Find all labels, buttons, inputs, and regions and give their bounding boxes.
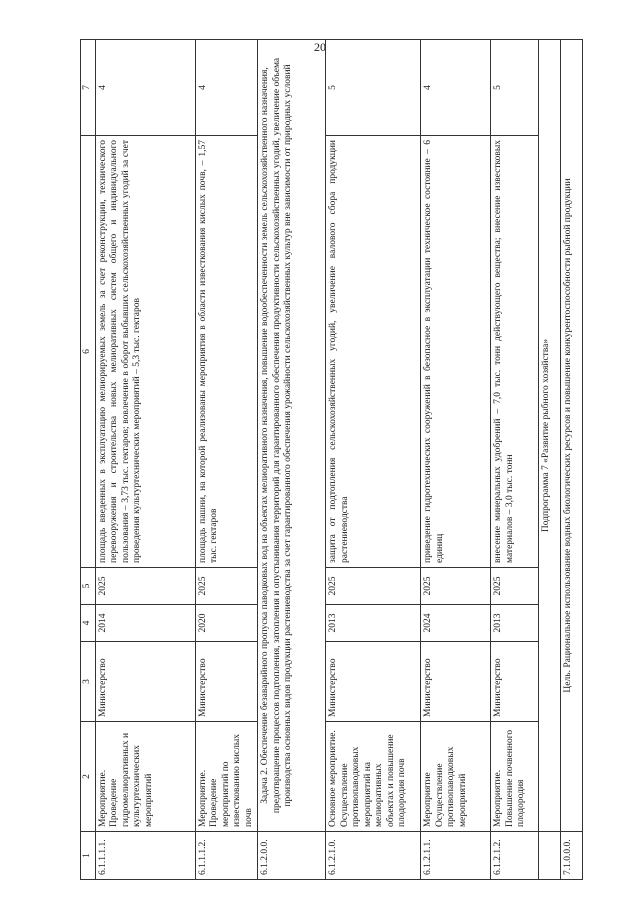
row-start-year: 2013 [491,605,539,642]
row-result: внесение минеральных удобрений – 7,0 тыс. тонн действующего вещества; внесение известковых материалов – 3,0 тыс. тонн [491,136,539,568]
row-executor: Министерство [195,642,258,722]
row-link: 4 [421,40,491,136]
row-link: 5 [326,40,421,136]
column-number: 7 [81,40,96,136]
column-number: 5 [81,568,96,605]
row-start-year: 2014 [95,605,195,642]
column-number-row [81,40,96,880]
row-executor: Министерство [95,642,195,722]
row-name: Мероприятие Осуществление противопаводковых мероприятий [421,722,491,832]
row-end-year: 2025 [491,568,539,605]
row-link: 4 [95,40,195,136]
task-text: Задача 2. Обеспечение безаварийного пропуска паводковых вод на объектах мелиоративного назначения, повышение водообеспеченности земель сельскохозяйственного назначения, предотвращение процессов подтопления, затопления и опустынивания территорий для гарантированного обеспечения продуктивности сельскохозяйственных угодий, увеличение объема производства основных видов продукции растениеводства за счет гарантированного обеспечения урожайности сельскохозяйственных культур вне зависимости от природных условий [258,40,326,832]
column-number: 1 [81,832,96,880]
goal-row [561,40,583,880]
row-name: Мероприятие. Проведение гидромелиоративных и культуртехнических мероприятий [95,722,195,832]
row-name: Мероприятие. Повышение почвенного плодородия [491,722,539,832]
row-end-year: 2025 [95,568,195,605]
table-row [95,40,195,880]
table-row [326,40,421,880]
row-executor: Министерство [421,642,491,722]
row-result: площадь пашни, на которой реализованы мероприятия в области известкования кислых почв, – 1,57 тыс. гектаров [195,136,258,568]
row-end-year: 2025 [195,568,258,605]
column-number: 6 [81,136,96,568]
row-result: защита от подтопления сельскохозяйственных угодий, увеличение валового сбора продукции растениеводства [326,136,421,568]
row-link: 5 [491,40,539,136]
table-row [491,40,539,880]
row-code: 6.1.2.1.1. [421,832,491,880]
row-code: 6.1.2.1.2. [491,832,539,880]
table-row [421,40,491,880]
row-code: 6.1.1.1.2. [195,832,258,880]
column-number: 2 [81,722,96,832]
row-code: 6.1.2.1.0. [326,832,421,880]
goal-text: Цель. Рациональное использование водных биологических ресурсов и повышение конкурентоспособности рыбной продукции [561,40,583,832]
row-start-year: 2013 [326,605,421,642]
page-number: 20 [314,40,326,54]
row-start-year: 2024 [421,605,491,642]
row-name: Мероприятие. Проведение мероприятий по известкованию кислых почв [195,722,258,832]
subprogram-row [539,40,561,880]
goal-code: 7.1.0.0.0. [561,832,583,880]
program-table [80,39,583,880]
column-number: 3 [81,642,96,722]
table-row [195,40,258,880]
row-result: приведение гидротехнических сооружений в безопасное в эксплуатации техническое состояние – 6 единиц [421,136,491,568]
row-executor: Министерство [491,642,539,722]
row-end-year: 2025 [326,568,421,605]
row-result: площадь введенных в эксплуатацию мелиорируемых земель за счет реконструкции, технического перевооружения и строительства новых мелиоративных систем общего и индивидуального пользования – 3,73 тыс. гектаров; вовлечение в оборот выбывших сельскохозяйственных угодий за счет проведения культуртехнических мероприятий – 5,3 тыс. гектаров [95,136,195,568]
row-code: 6.1.1.1.1. [95,832,195,880]
row-end-year: 2025 [421,568,491,605]
subprogram-title: Подпрограмма 7 «Развитие рыбного хозяйства» [539,40,561,832]
row-executor: Министерство [326,642,421,722]
column-number: 4 [81,605,96,642]
row-link: 4 [195,40,258,136]
row-start-year: 2020 [195,605,258,642]
rotated-table-page [80,40,573,880]
task-row [258,40,326,880]
subprogram-empty-cell [539,832,561,880]
row-name: Основное мероприятие. Осуществление противопаводковых мероприятий на мелиоративных объектах и повышение плодородия почв [326,722,421,832]
task-code: 6.1.2.0.0. [258,832,326,880]
